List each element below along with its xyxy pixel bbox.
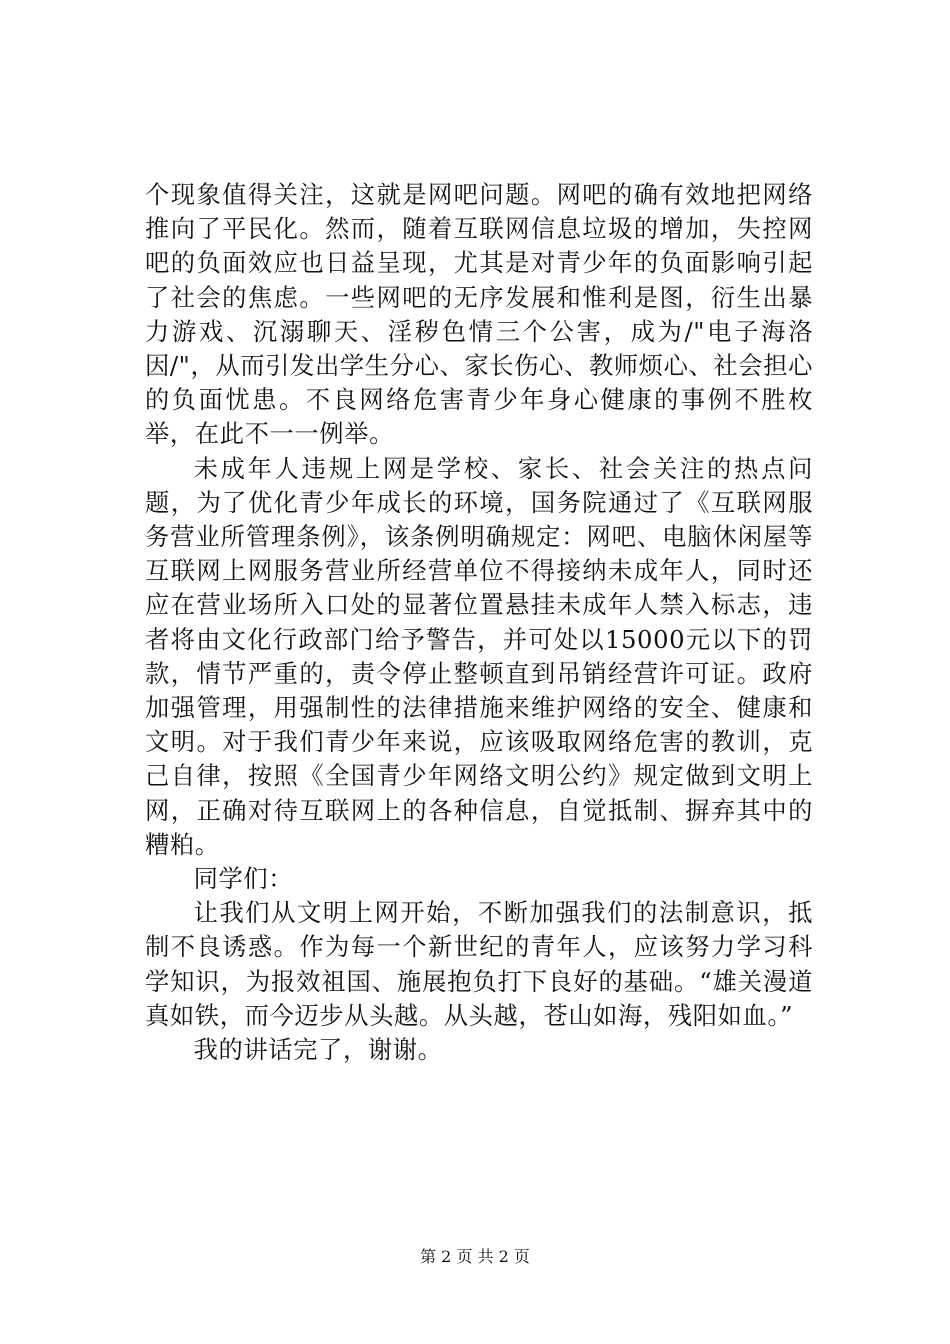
paragraph-3: 同学们：	[193, 864, 294, 894]
paragraph-4: 让我们从文明上网开始，不断加强我们的法制意识，抵制不良诱惑。作为每一个新世纪的青年人，应该努力学习科学知识，为报效祖国、施展抱负打下良好的基础。“雄关漫道真如铁，而今迈步从头越。从头越，苍山如海，残阳如血。”	[145, 898, 813, 1030]
document-body	[145, 178, 813, 1067]
paragraph-2: 未成年人违规上网是学校、家长、社会关注的热点问题，为了优化青少年成长的环境，国务院通过了《互联网服务营业所管理条例》，该条例明确规定：网吧、电脑休闲屋等互联网上网服务营业所经营单位不得接纳未成年人，同时还应在营业场所入口处的显著位置悬挂未成年人禁入标志，违者将由文化行政部门给予警告，并可处以15000元以下的罚款，情节严重的，责令停止整顿直到吊销经营许可证。政府加强管理，用强制性的法律措施来维护网络的安全、健康和文明。对于我们青少年来说，应该吸取网络危害的教训，克己自律，按照《全国青少年网络文明公约》规定做到文明上网，正确对待互联网上的各种信息，自觉抵制、摒弃其中的糟粕。	[145, 453, 813, 859]
paragraph-5: 我的讲话完了，谢谢。	[193, 1035, 443, 1065]
paragraph-1: 个现象值得关注，这就是网吧问题。网吧的确有效地把网络推向了平民化。然而，随着互联网信息垃圾的增加，失控网吧的负面效应也日益呈现，尤其是对青少年的负面影响引起了社会的焦虑。一些网吧的无序发展和惟利是图，衍生出暴力游戏、沉溺聊天、淫秽色情三个公害，成为/"电子海洛因/"，从而引发出学生分心、家长伤心、教师烦心、社会担心的负面忧患。不良网络危害青少年身心健康的事例不胜枚举，在此不一一例举。	[145, 180, 813, 449]
page-footer: 第 2 页 共 2 页	[420, 1247, 530, 1266]
